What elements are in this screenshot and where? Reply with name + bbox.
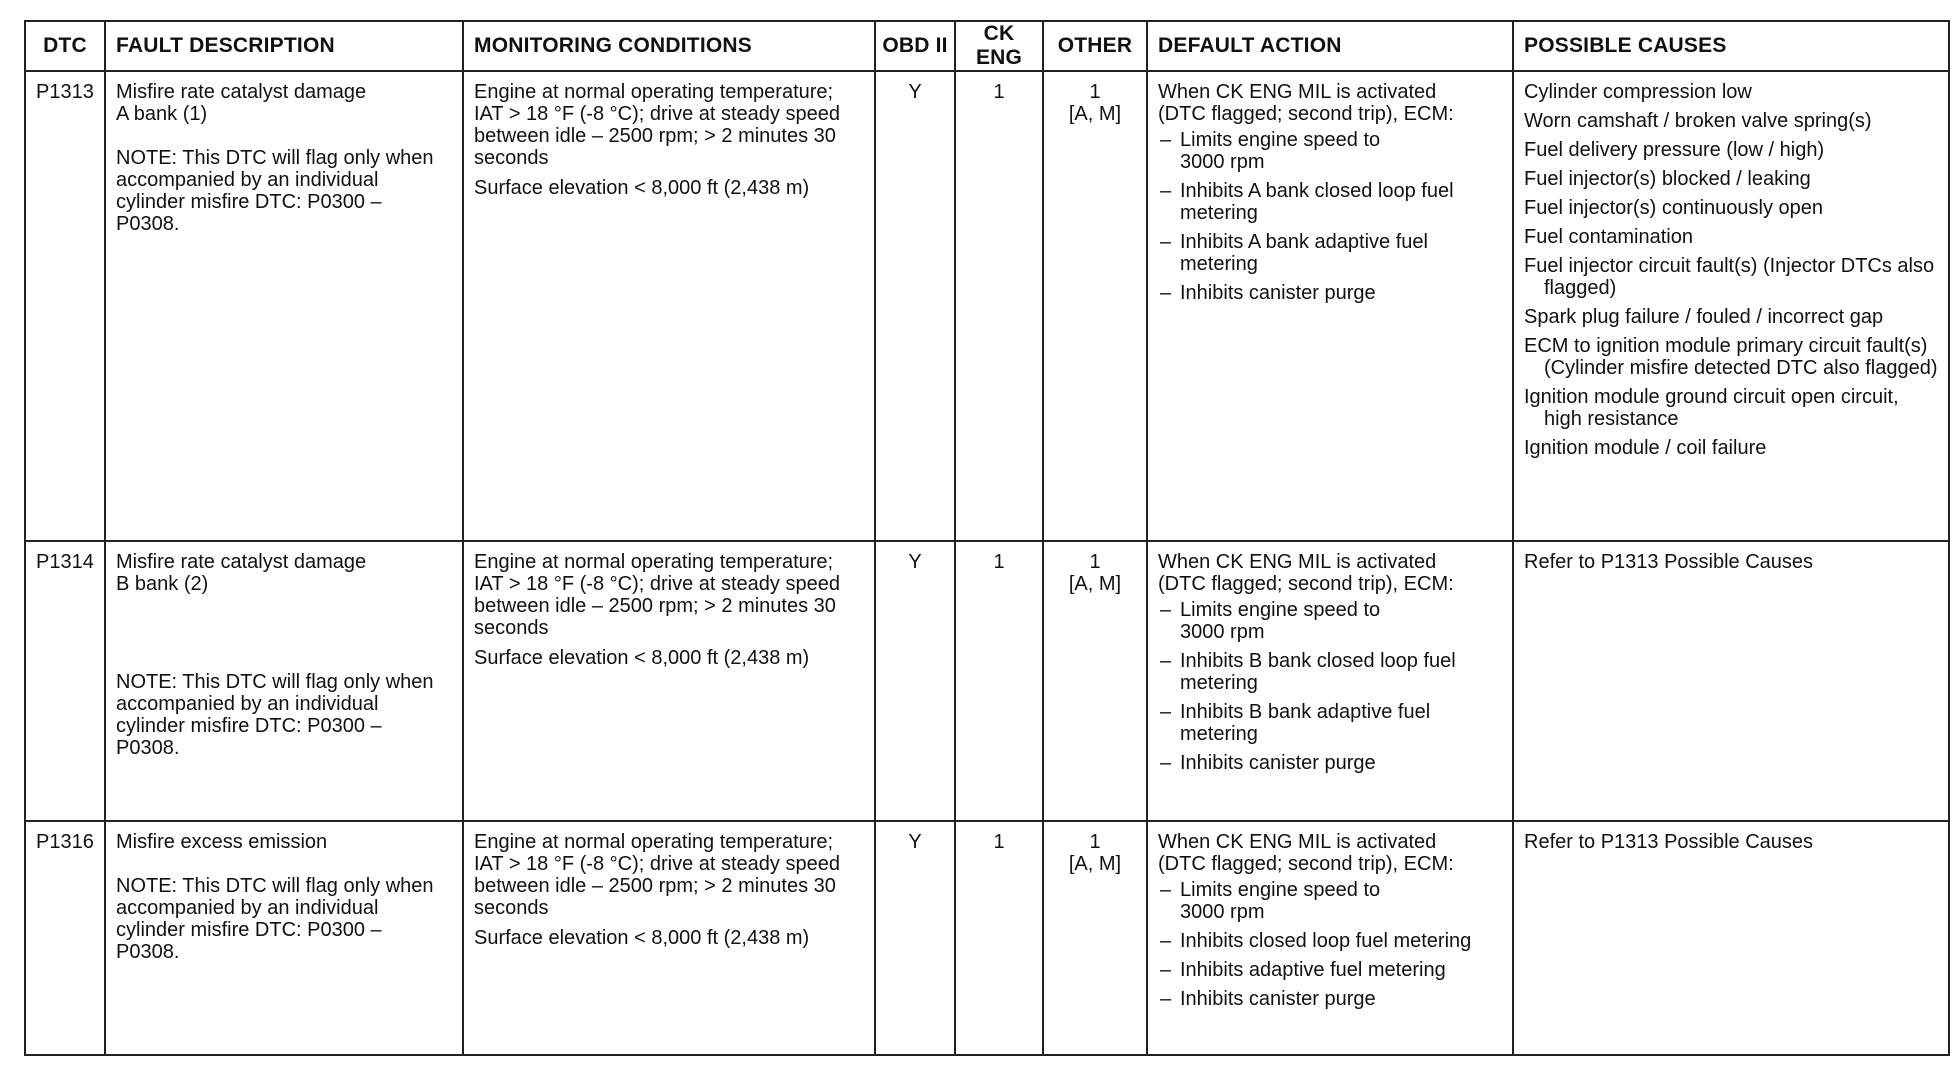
possible-cause: Ignition module ground circuit open circuit, high resistance	[1524, 386, 1899, 430]
possible-cause: Ignition module / coil failure	[1524, 437, 1767, 459]
possible-cause: ECM to ignition module primary circuit fault(s) (Cylinder misfire detected DTC also flagged)	[1524, 335, 1938, 379]
fault-note: NOTE: This DTC will flag only when accompanied by an individual cylinder misfire DTC: P0300 – P0308.	[116, 875, 434, 963]
other-value: 1 [A, M]	[1043, 821, 1147, 1055]
dtc-code: P1313	[25, 71, 105, 541]
header-other: OTHER	[1043, 21, 1147, 71]
possible-cause: Refer to P1313 Possible Causes	[1524, 831, 1814, 853]
obd-ii-value: Y	[875, 71, 955, 541]
monitoring-conditions-cell	[463, 541, 875, 821]
possible-cause: Fuel delivery pressure (low / high)	[1524, 139, 1825, 161]
default-action-cell	[1147, 71, 1513, 541]
monitoring-condition: Surface elevation < 8,000 ft (2,438 m)	[474, 927, 810, 949]
fault-description-cell	[105, 71, 463, 541]
header-ck-eng: CK ENG	[955, 21, 1043, 71]
default-action-list	[1158, 879, 1502, 1010]
possible-causes-cell	[1513, 541, 1949, 821]
ck-eng-value: 1	[955, 821, 1043, 1055]
possible-causes-list	[1524, 81, 1938, 459]
header-monitoring-conditions: MONITORING CONDITIONS	[463, 21, 875, 71]
other-value: 1 [A, M]	[1043, 71, 1147, 541]
possible-cause: Refer to P1313 Possible Causes	[1524, 551, 1814, 573]
default-action-lead: When CK ENG MIL is activated (DTC flagged; second trip), ECM:	[1158, 551, 1454, 595]
default-action-item: – Inhibits adaptive fuel metering	[1158, 959, 1502, 981]
default-action-item: – Inhibits B bank adaptive fuel metering	[1158, 701, 1502, 745]
possible-cause: Worn camshaft / broken valve spring(s)	[1524, 110, 1872, 132]
fault-description-cell	[105, 821, 463, 1055]
possible-cause: Fuel injector(s) continuously open	[1524, 197, 1824, 219]
table-row	[25, 821, 1949, 1055]
possible-causes-list	[1524, 551, 1938, 573]
default-action-lead: When CK ENG MIL is activated (DTC flagged; second trip), ECM:	[1158, 81, 1454, 125]
table-row	[25, 71, 1949, 541]
default-action-item: – Limits engine speed to 3000 rpm	[1158, 879, 1502, 923]
default-action-item: – Inhibits A bank adaptive fuel metering	[1158, 231, 1502, 275]
default-action-item: – Inhibits B bank closed loop fuel metering	[1158, 650, 1502, 694]
fault-note: NOTE: This DTC will flag only when accompanied by an individual cylinder misfire DTC: P0300 – P0308.	[116, 671, 434, 759]
default-action-list	[1158, 129, 1502, 304]
header-fault-description: FAULT DESCRIPTION	[105, 21, 463, 71]
possible-causes-cell	[1513, 821, 1949, 1055]
ck-eng-value: 1	[955, 71, 1043, 541]
possible-cause: Fuel injector circuit fault(s) (Injector DTCs also flagged)	[1524, 255, 1935, 299]
header-row	[25, 21, 1949, 71]
default-action-item: – Inhibits canister purge	[1158, 282, 1502, 304]
fault-description: Misfire rate catalyst damage B bank (2)	[116, 551, 367, 595]
possible-cause: Cylinder compression low	[1524, 81, 1752, 103]
other-value: 1 [A, M]	[1043, 541, 1147, 821]
default-action-lead: When CK ENG MIL is activated (DTC flagged; second trip), ECM:	[1158, 831, 1454, 875]
fault-description: Misfire rate catalyst damage A bank (1)	[116, 81, 367, 125]
header-default-action: DEFAULT ACTION	[1147, 21, 1513, 71]
monitoring-condition: Surface elevation < 8,000 ft (2,438 m)	[474, 177, 810, 199]
fault-description: Misfire excess emission	[116, 831, 328, 853]
obd-ii-value: Y	[875, 821, 955, 1055]
default-action-list	[1158, 599, 1502, 774]
dtc-code: P1316	[25, 821, 105, 1055]
possible-cause: Fuel contamination	[1524, 226, 1693, 248]
fault-description-cell	[105, 541, 463, 821]
default-action-cell	[1147, 821, 1513, 1055]
default-action-cell	[1147, 541, 1513, 821]
monitoring-conditions-cell	[463, 71, 875, 541]
default-action-item: – Limits engine speed to 3000 rpm	[1158, 599, 1502, 643]
default-action-item: – Inhibits A bank closed loop fuel metering	[1158, 180, 1502, 224]
table-row	[25, 541, 1949, 821]
ck-eng-value: 1	[955, 541, 1043, 821]
possible-cause: Fuel injector(s) blocked / leaking	[1524, 168, 1811, 190]
fault-note: NOTE: This DTC will flag only when accompanied by an individual cylinder misfire DTC: P0300 – P0308.	[116, 147, 434, 235]
default-action-item: – Inhibits canister purge	[1158, 988, 1502, 1010]
header-dtc: DTC	[25, 21, 105, 71]
possible-causes-list	[1524, 831, 1938, 853]
possible-causes-cell	[1513, 71, 1949, 541]
monitoring-conditions-cell	[463, 821, 875, 1055]
monitoring-condition: Surface elevation < 8,000 ft (2,438 m)	[474, 647, 810, 669]
default-action-item: – Inhibits canister purge	[1158, 752, 1502, 774]
monitoring-condition: Engine at normal operating temperature; IAT > 18 °F (-8 °C); drive at steady speed between idle – 2500 rpm; > 2 minutes 30 seconds	[474, 551, 840, 639]
monitoring-condition: Engine at normal operating temperature; IAT > 18 °F (-8 °C); drive at steady speed between idle – 2500 rpm; > 2 minutes 30 seconds	[474, 831, 840, 919]
header-obd-ii: OBD II	[875, 21, 955, 71]
default-action-item: – Limits engine speed to 3000 rpm	[1158, 129, 1502, 173]
header-possible-causes: POSSIBLE CAUSES	[1513, 21, 1949, 71]
possible-cause: Spark plug failure / fouled / incorrect gap	[1524, 306, 1884, 328]
dtc-code: P1314	[25, 541, 105, 821]
obd-ii-value: Y	[875, 541, 955, 821]
default-action-item: – Inhibits closed loop fuel metering	[1158, 930, 1502, 952]
monitoring-condition: Engine at normal operating temperature; IAT > 18 °F (-8 °C); drive at steady speed between idle – 2500 rpm; > 2 minutes 30 seconds	[474, 81, 840, 169]
dtc-table	[24, 20, 1950, 1056]
